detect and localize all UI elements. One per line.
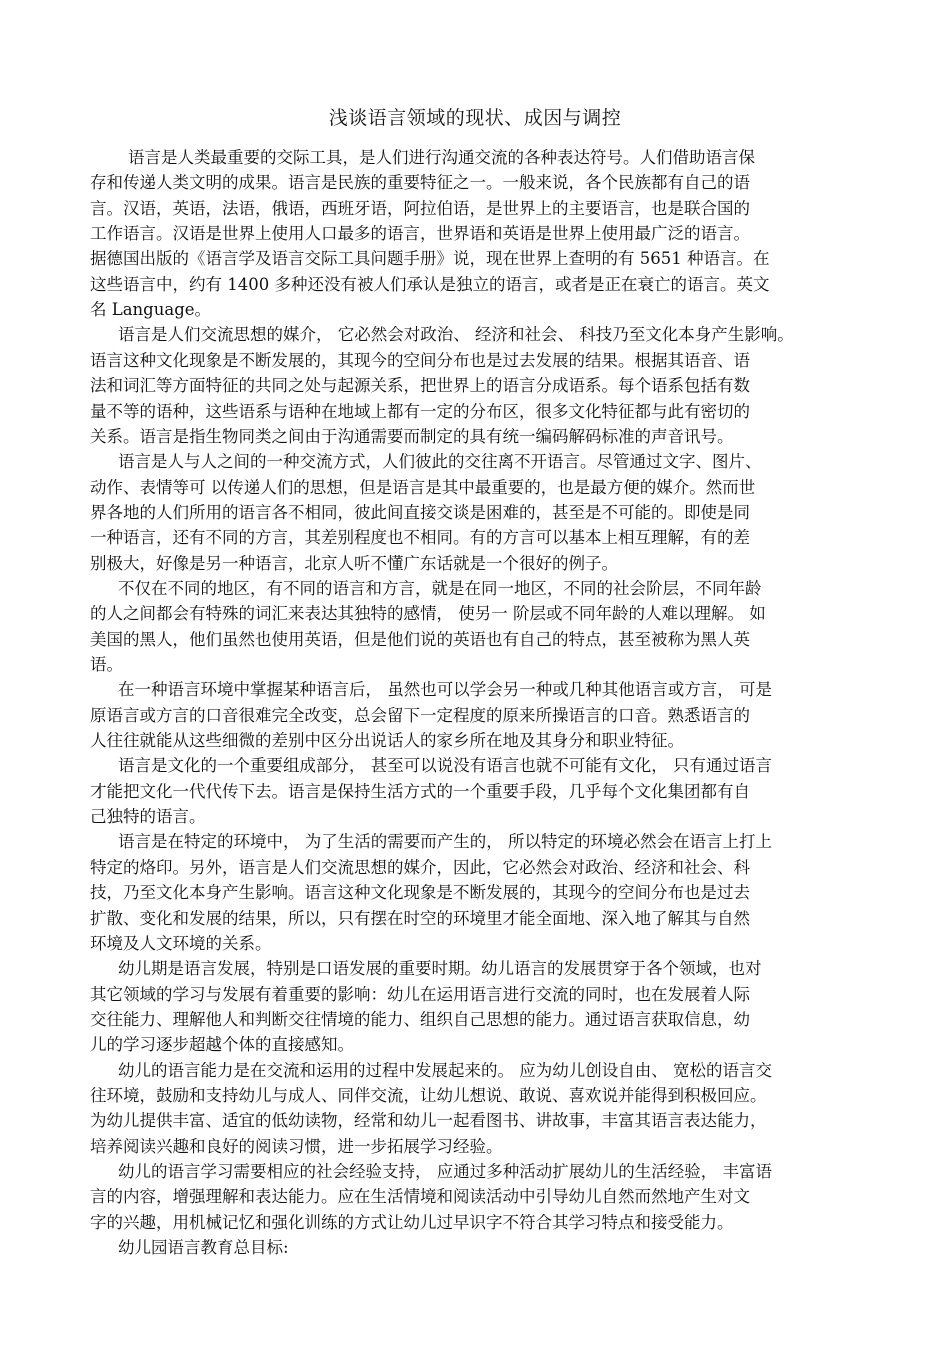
- paragraph-line: 的人之间都会有特殊的词汇来表达其独特的感情， 使另一 阶层或不同年龄的人难以理解。 如: [90, 604, 766, 623]
- paragraph-line: 动作、表情等可 以传递人们的思想，但是语言是其中最重要的，也是最方便的媒介。然而世: [90, 478, 756, 497]
- paragraph-first-line: 幼儿的语言能力是在交流和运用的过程中发展起来的。 应为幼儿创设自由、 宽松的语言交: [118, 1061, 772, 1080]
- document-title: 浅谈语言领域的现状、成因与调控: [328, 107, 622, 129]
- paragraph-first-line: 语言是文化的一个重要组成部分， 甚至可以说没有语言也就不可能有文化， 只有通过语言: [118, 756, 772, 775]
- paragraph-line: 为幼儿提供丰富、适宜的低幼读物，经常和幼儿一起看图书、讲故事，丰富其语言表达能力，: [90, 1111, 767, 1130]
- paragraph-line: 别极大，好像是另一种语言，北京人听不懂广东话就是一个很好的例子。: [90, 554, 618, 573]
- paragraph-line: 字的兴趣，用机械记忆和强化训练的方式让幼儿过早识字不符合其学习特点和接受能力。: [90, 1213, 734, 1232]
- paragraph-line: 工作语言。汉语是世界上使用人口最多的语言，世界语和英语是世界上使用最广泛的语言。: [90, 224, 750, 243]
- paragraph-line: 培养阅读兴趣和良好的阅读习惯，进一步拓展学习经验。: [90, 1137, 503, 1156]
- paragraph-first-line: 不仅在不同的地区，有不同的语言和方言，就是在同一地区，不同的社会阶层，不同年龄: [118, 579, 762, 598]
- paragraph-line: 存和传递人类文明的成果。语言是民族的重要特征之一。一般来说，各个民族都有自己的语: [90, 173, 750, 192]
- paragraph-line: 法和词汇等方面特征的共同之处与起源关系，把世界上的语言分成语系。每个语系包括有数: [90, 376, 750, 395]
- paragraph-first-line: 语言是人与人之间的一种交流方式，人们彼此的交往离不开语言。尽管通过文字、图片、: [118, 452, 762, 471]
- paragraph-line: 往环境，鼓励和支持幼儿与成人、同伴交流，让幼儿想说、敢说、喜欢说并能得到积极回应。: [90, 1086, 767, 1105]
- paragraph-first-line: 语言是人类最重要的交际工具，是人们进行沟通交流的各种表达符号。人们借助语言保: [128, 148, 755, 167]
- paragraph-first-line: 语言是人们交流思想的媒介， 它必然会对政治、 经济和社会、 科技乃至文化本身产生影响。: [118, 325, 794, 344]
- paragraph-line: 这些语言中，约有 1400 多种还没有被人们承认是独立的语言，或者是正在衰亡的语言。英文: [90, 275, 770, 294]
- paragraph-line: 量不等的语种，这些语系与语种在地域上都有一定的分布区，很多文化特征都与此有密切的: [90, 402, 750, 421]
- paragraph-line: 言的内容，增强理解和表达能力。应在生活情境和阅读活动中引导幼儿自然而然地产生对文: [90, 1187, 750, 1206]
- paragraph-line: 一种语言，还有不同的方言，其差别程度也不相同。有的方言可以基本上相互理解，有的差: [90, 528, 750, 547]
- paragraph-line: 名 Language。: [90, 300, 212, 319]
- paragraph-line: 人往往就能从这些细微的差别中区分出说话人的家乡所在地及其身分和职业特征。: [90, 731, 684, 750]
- paragraph-line: 其它领域的学习与发展有着重要的影响：幼儿在运用语言进行交流的同时，也在发展着人际: [90, 985, 750, 1004]
- paragraph-first-line: 幼儿园语言教育总目标:: [118, 1238, 289, 1257]
- paragraph-line: 界各地的人们所用的语言各不相同，彼此间直接交谈是困难的，甚至是不可能的。即使是同: [90, 503, 750, 522]
- paragraph-first-line: 幼儿期是语言发展，特别是口语发展的重要时期。幼儿语言的发展贯穿于各个领域，也对: [118, 959, 762, 978]
- paragraph-line: 原语言或方言的口音很难完全改变，总会留下一定程度的原来所操语言的口音。熟悉语言的: [90, 706, 750, 725]
- paragraph-line: 据德国出版的《语言学及语言交际工具问题手册》说，现在世界上查明的有 5651 种语言。在: [90, 249, 770, 268]
- paragraph-line: 语。: [90, 655, 123, 674]
- paragraph-line: 特定的烙印。另外，语言是人们交流思想的媒介，因此，它必然会对政治、经济和社会、科: [90, 858, 750, 877]
- paragraph-line: 才能把文化一代代传下去。语言是保持生活方式的一个重要手段，几乎每个文化集团都有自: [90, 782, 750, 801]
- paragraph-line: 环境及人文环境的关系。: [90, 934, 272, 953]
- paragraph-line: 己独特的语言。: [90, 807, 206, 826]
- paragraph-line: 技，乃至文化本身产生影响。语言这种文化现象是不断发展的，其现今的空间分布也是过去: [90, 883, 750, 902]
- paragraph-line: 儿的学习逐步超越个体的直接感知。: [90, 1035, 354, 1054]
- paragraph-first-line: 幼儿的语言学习需要相应的社会经验支持， 应通过多种活动扩展幼儿的生活经验， 丰富语: [118, 1162, 772, 1181]
- paragraph-first-line: 在一种语言环境中掌握某种语言后， 虽然也可以学会另一种或几种其他语言或方言， 可是: [118, 680, 772, 699]
- paragraph-line: 扩散、变化和发展的结果，所以，只有摆在时空的环境里才能全面地、深入地了解其与自然: [90, 909, 750, 928]
- paragraph-first-line: 语言是在特定的环境中， 为了生活的需要而产生的， 所以特定的环境必然会在语言上打上: [118, 832, 772, 851]
- paragraph-line: 关系。语言是指生物同类之间由于沟通需要而制定的具有统一编码解码标准的声音讯号。: [90, 427, 734, 446]
- paragraph-line: 语言这种文化现象是不断发展的，其现今的空间分布也是过去发展的结果。根据其语音、语: [90, 351, 750, 370]
- paragraph-line: 美国的黑人，他们虽然也使用英语，但是他们说的英语也有自己的特点，甚至被称为黑人英: [90, 630, 750, 649]
- paragraph-line: 交往能力、理解他人和判断交往情境的能力、组织自己思想的能力。通过语言获取信息，幼: [90, 1010, 750, 1029]
- paragraph-line: 言。汉语，英语，法语，俄语，西班牙语，阿拉伯语，是世界上的主要语言，也是联合国的: [90, 199, 750, 218]
